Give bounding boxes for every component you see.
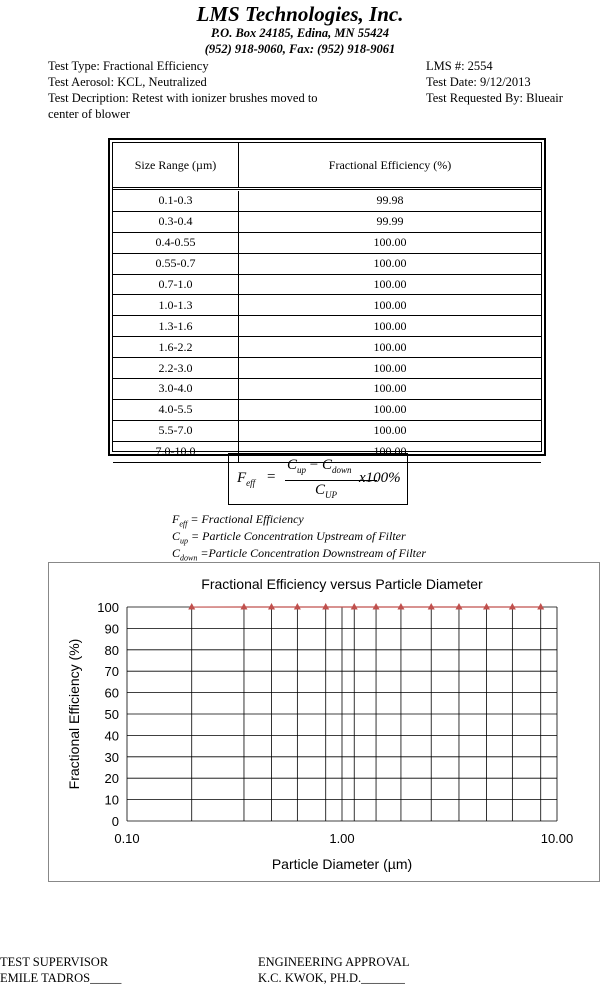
formula-tail: x100% (359, 470, 401, 486)
efficiency-formula (228, 453, 408, 505)
table-row (113, 275, 541, 296)
test-supervisor-name: EMILE TADROS_____ (0, 971, 122, 985)
data-point-marker (294, 603, 301, 610)
data-point-marker (373, 603, 380, 610)
test-description-line1: Test Decription: Retest with ionizer brushes moved to (48, 91, 318, 105)
table-body (113, 191, 541, 463)
size-range-cell: 1.6-2.2 (113, 337, 239, 357)
chart-title: Fractional Efficiency versus Particle Diameter (201, 576, 483, 592)
x-axis-label: Particle Diameter (µm) (271, 856, 413, 872)
y-tick-label: 30 (104, 749, 119, 765)
efficiency-cell: 100.00 (373, 444, 407, 459)
x-tick-label: 10.00 (540, 831, 574, 846)
engineering-approval-title: ENGINEERING APPROVAL (258, 955, 410, 969)
info-left (48, 58, 348, 122)
data-point-marker (240, 603, 247, 610)
data-point-marker (483, 603, 490, 610)
size-range-cell: 4.0-5.5 (113, 400, 239, 420)
y-tick-label: 20 (104, 771, 119, 787)
table-row (113, 212, 541, 233)
engineering-approval-name: K.C. KWOK, PH.D._______ (258, 971, 405, 985)
data-point-marker (322, 603, 329, 610)
efficiency-cell: 100.00 (373, 318, 407, 333)
table-row (113, 421, 541, 442)
size-range-cell: 1.0-1.3 (113, 295, 239, 315)
header-fractional-efficiency: Fractional Efficiency (%) (328, 157, 452, 172)
size-range-cell: 2.2-3.0 (113, 358, 239, 378)
data-point-marker (509, 603, 516, 610)
efficiency-cell: 100.00 (373, 297, 407, 312)
efficiency-cell: 100.00 (373, 402, 407, 417)
table-row (113, 379, 541, 400)
efficiency-chart (49, 563, 599, 881)
legend-cdown: $C_{down}$ =Particle Concentration Downstream of Filter (172, 546, 426, 563)
test-supervisor-title: TEST SUPERVISOR (0, 955, 109, 969)
table-row (113, 191, 541, 212)
table-row (113, 295, 541, 316)
header-size-range: Size Range (µm) (113, 143, 239, 187)
efficiency-cell: 100.00 (373, 423, 407, 438)
y-tick-label: 10 (104, 792, 119, 808)
x-tick-label: 1.00 (329, 831, 355, 846)
test-description-line2: center of blower (48, 107, 130, 121)
y-tick-label: 60 (104, 685, 119, 701)
size-range-cell: 0.4-0.55 (113, 233, 239, 253)
table-row (113, 337, 541, 358)
data-point-marker (537, 603, 544, 610)
x-tick-label: 0.10 (114, 831, 140, 846)
signature-right (258, 954, 410, 986)
y-tick-label: 90 (104, 621, 119, 637)
efficiency-cell: 99.99 (376, 214, 404, 229)
data-point-marker (188, 603, 195, 610)
legend-feff: $F_{eff}$ = Fractional Efficiency (172, 512, 304, 529)
efficiency-cell: 100.00 (373, 360, 407, 375)
y-tick-label: 40 (104, 728, 119, 744)
efficiency-cell: 100.00 (373, 235, 407, 250)
requested-by: Test Requested By: Blueair (426, 91, 563, 105)
test-aerosol: Test Aerosol: KCL, Neutralized (48, 75, 207, 89)
y-tick-label: 70 (104, 664, 119, 680)
lms-number: LMS #: 2554 (426, 59, 493, 73)
y-tick-label: 50 (104, 707, 119, 722)
legend-cup: $C_{up}$ = Particle Concentration Upstream of Filter (172, 529, 406, 546)
efficiency-table (108, 138, 546, 459)
size-range-cell: 5.5-7.0 (113, 421, 239, 441)
formula-lhs: $F_{eff}$ (237, 470, 256, 488)
table-row (113, 233, 541, 254)
data-point-marker (351, 603, 358, 610)
formula-equals: = (267, 469, 276, 485)
size-range-cell: 7.0-10.0 (113, 442, 239, 462)
info-right (426, 58, 596, 106)
data-point-marker (455, 603, 462, 610)
size-range-cell: 0.1-0.3 (113, 191, 239, 211)
efficiency-cell: 100.00 (373, 381, 407, 396)
signature-left (0, 954, 121, 986)
formula-numerator: $C_{up} - C_{down}$ (287, 457, 352, 475)
table-row (113, 316, 541, 337)
chart-frame (48, 562, 600, 882)
y-tick-label: 80 (104, 642, 119, 658)
efficiency-cell: 100.00 (373, 339, 407, 354)
test-date: Test Date: 9/12/2013 (426, 75, 531, 89)
size-range-cell: 0.7-1.0 (113, 275, 239, 295)
data-point-marker (428, 603, 435, 610)
company-phone: (952) 918-9060, Fax: (952) 918-9061 (204, 42, 396, 56)
size-range-cell: 3.0-4.0 (113, 379, 239, 399)
table-header (113, 143, 541, 188)
company-address: P.O. Box 24185, Edina, MN 55424 (211, 26, 389, 40)
size-range-cell: 0.55-0.7 (113, 254, 239, 274)
size-range-cell: 0.3-0.4 (113, 212, 239, 232)
test-type: Test Type: Fractional Efficiency (48, 59, 209, 73)
y-axis-label: Fractional Efficiency (%) (66, 638, 82, 790)
efficiency-cell: 99.98 (376, 193, 404, 208)
efficiency-cell: 100.00 (373, 277, 407, 291)
y-tick-label: 0 (111, 814, 119, 829)
data-point-marker (397, 603, 404, 610)
table-row (113, 254, 541, 275)
formula-denominator: $C_{UP}$ (315, 482, 338, 500)
company-name: LMS Technologies, Inc. (196, 2, 404, 26)
size-range-cell: 1.3-1.6 (113, 316, 239, 336)
table-row (113, 358, 541, 379)
y-tick-label: 100 (97, 600, 119, 615)
table-row (113, 400, 541, 421)
efficiency-cell: 100.00 (373, 256, 407, 271)
data-point-marker (268, 603, 275, 610)
